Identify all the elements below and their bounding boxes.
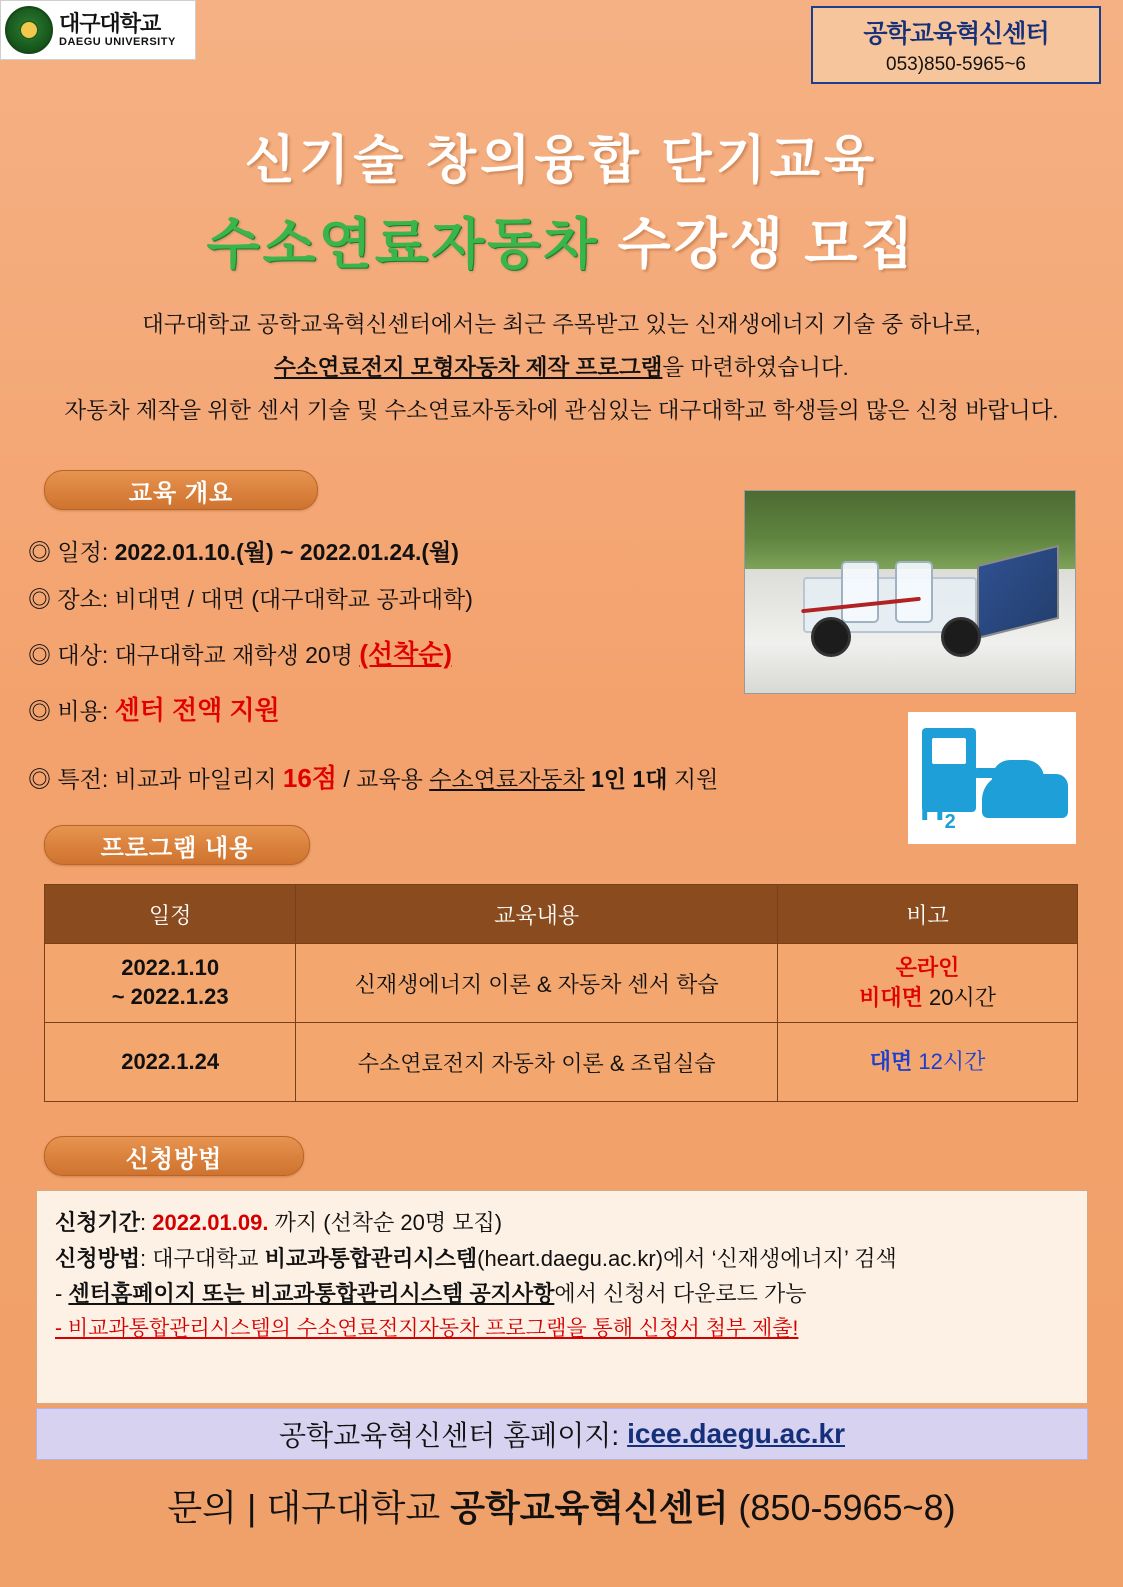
footer-center-name: 공학교육혁신센터 — [450, 1487, 729, 1528]
apply-method-line — [55, 1241, 1069, 1277]
table-header-note: 비고 — [778, 885, 1078, 944]
photo-wheel-front — [811, 617, 851, 657]
overview-place-value: 비대면 / 대면 (대구대학교 공과대학) — [114, 586, 473, 612]
photo-fuel-cell-2 — [895, 561, 933, 623]
table-cell-note-1 — [778, 944, 1078, 1023]
apply-bullet-1 — [55, 1276, 1069, 1312]
center-phone: 053)850-5965~6 — [886, 54, 1026, 75]
table-cell-note-1-online: 온라인 — [895, 955, 960, 981]
overview-benefit-unit: 1인 1대 — [591, 766, 668, 792]
homepage-url-link[interactable]: icee.daegu.ac.kr — [627, 1418, 846, 1449]
table-cell-content-1: 신재생에너지 이론 & 자동차 센서 학습 — [296, 944, 778, 1023]
poster-title-rest: 수강생 모집 — [599, 213, 917, 275]
h2-label — [920, 790, 956, 834]
application-info-box — [36, 1190, 1088, 1404]
overview-benefit-b: / 교육용 — [336, 766, 430, 792]
university-seal-icon — [5, 6, 53, 54]
homepage-bar — [36, 1408, 1088, 1460]
overview-cost-key: ◎ 비용: — [28, 698, 115, 724]
overview-schedule-key: ◎ 일정: — [28, 539, 115, 565]
intro-line-2-rest: 을 마련하였습니다. — [662, 354, 849, 380]
apply-period-rest: 까지 (선착순 20명 모집) — [268, 1210, 503, 1235]
center-contact-box — [811, 6, 1101, 84]
apply-method-colon: : — [140, 1245, 153, 1271]
overview-schedule — [28, 534, 459, 567]
table-header-content: 교육내용 — [296, 885, 778, 944]
hydrogen-car-photo — [744, 490, 1076, 694]
table-cell-date-2-line1: 2022.1.24 — [121, 1048, 220, 1074]
h2-letter: H — [920, 790, 945, 828]
overview-cost-value: 센터 전액 지원 — [114, 695, 280, 725]
apply-method-key: 신청방법 — [55, 1245, 141, 1271]
apply-bullet-1-dash: - — [55, 1281, 69, 1307]
overview-target-value: 대구대학교 재학생 20명 — [114, 642, 360, 668]
photo-wheel-rear — [941, 617, 981, 657]
table-cell-note-2-mode: 대면 — [869, 1049, 913, 1075]
overview-benefit — [28, 758, 718, 795]
overview-place-key: ◎ 장소: — [28, 586, 115, 612]
homepage-label: 공학교육혁신센터 홈페이지: — [278, 1420, 620, 1451]
section-heading-apply: 신청방법 — [44, 1136, 304, 1176]
university-logo — [0, 0, 196, 60]
table-cell-date-1-line2: ~ 2022.1.23 — [111, 984, 229, 1009]
apply-method-system: 비교과통합관리시스템 — [264, 1245, 478, 1271]
university-name-ko: 대구대학교 — [59, 11, 161, 37]
table-row — [45, 1023, 1078, 1102]
table-cell-date-1 — [45, 944, 296, 1023]
program-table — [44, 884, 1078, 1102]
overview-place — [28, 581, 473, 614]
table-header-date: 일정 — [45, 885, 296, 944]
h2-subscript: 2 — [944, 810, 956, 833]
intro-line-2 — [30, 351, 1093, 386]
table-row — [45, 944, 1078, 1023]
footer-pre: 문의 | 대구대학교 — [167, 1487, 451, 1528]
table-cell-date-2 — [45, 1023, 296, 1102]
overview-benefit-item: 수소연료자동차 — [429, 766, 585, 792]
table-cell-note-2 — [778, 1023, 1078, 1102]
overview-cost — [28, 690, 280, 727]
intro-line-3: 자동차 제작을 위한 센서 기술 및 수소연료자동차에 관심있는 대구대학교 학생들의 많은 신청 바랍니다. — [64, 397, 1059, 423]
table-cell-note-1-hours: 20시간 — [922, 985, 996, 1010]
table-cell-note-1-mode: 비대면 — [859, 985, 923, 1010]
intro-program-name: 수소연료전지 모형자동차 제작 프로그램 — [274, 354, 663, 380]
table-cell-content-2: 수소연료전지 자동차 이론 & 조립실습 — [296, 1023, 778, 1102]
intro-line-1: 대구대학교 공학교육혁신센터에서는 최근 주목받고 있는 신재생에너지 기술 중 하나로, — [142, 312, 981, 337]
table-cell-note-2-hours: 12시간 — [912, 1049, 986, 1075]
table-cell-note-1-line2 — [779, 983, 1076, 1013]
overview-target-firstcome: (선착순) — [359, 639, 452, 669]
apply-method-a: 대구대학교 — [152, 1245, 265, 1271]
apply-period-key: 신청기간 — [55, 1210, 141, 1235]
hydrogen-fueling-icon — [908, 712, 1076, 844]
overview-benefit-key: ◎ 특전: — [28, 766, 115, 792]
apply-period-date: 2022.01.09. — [152, 1210, 269, 1235]
footer-tel: (850-5965~8) — [728, 1487, 956, 1528]
apply-bullet-1-bold: 센터홈페이지 또는 비교과통합관리시스템 공지사항 — [68, 1281, 555, 1307]
poster-title-highlight: 수소연료자동차 — [206, 213, 600, 275]
table-cell-date-1-line1: 2022.1.10 — [121, 955, 220, 981]
overview-benefit-a: 비교과 마일리지 — [114, 766, 283, 792]
car-icon — [982, 774, 1068, 818]
overview-benefit-d: 지원 — [667, 766, 719, 792]
overview-target — [28, 634, 452, 671]
overview-target-key: ◎ 대상: — [28, 642, 115, 668]
table-header-row — [45, 885, 1078, 944]
footer-contact — [0, 1480, 1123, 1531]
center-name: 공학교육혁신센터 — [863, 20, 1049, 48]
poster-title-line2 — [0, 200, 1123, 279]
university-name-en: DAEGU UNIVERSITY — [59, 35, 176, 48]
section-heading-program: 프로그램 내용 — [44, 825, 310, 865]
section-heading-overview: 교육 개요 — [44, 470, 318, 510]
poster-title-line1: 신기술 창의융합 단기교육 — [244, 132, 879, 190]
apply-bullet-2: - 비교과통합관리시스템의 수소연료전지자동차 프로그램을 통해 신청서 첨부 제출! — [55, 1316, 799, 1340]
apply-method-b: (heart.daegu.ac.kr)에서 ‘신재생에너지’ 검색 — [477, 1245, 897, 1271]
overview-benefit-points: 16점 — [282, 763, 337, 793]
apply-period-line — [55, 1205, 1069, 1241]
overview-schedule-value: 2022.01.10.(월) ~ 2022.01.24.(월) — [114, 539, 459, 565]
apply-period-colon: : — [140, 1210, 153, 1235]
intro-paragraph — [30, 308, 1093, 437]
photo-fuel-cell-1 — [841, 561, 879, 623]
apply-bullet-1-rest: 에서 신청서 다운로드 가능 — [554, 1281, 807, 1307]
